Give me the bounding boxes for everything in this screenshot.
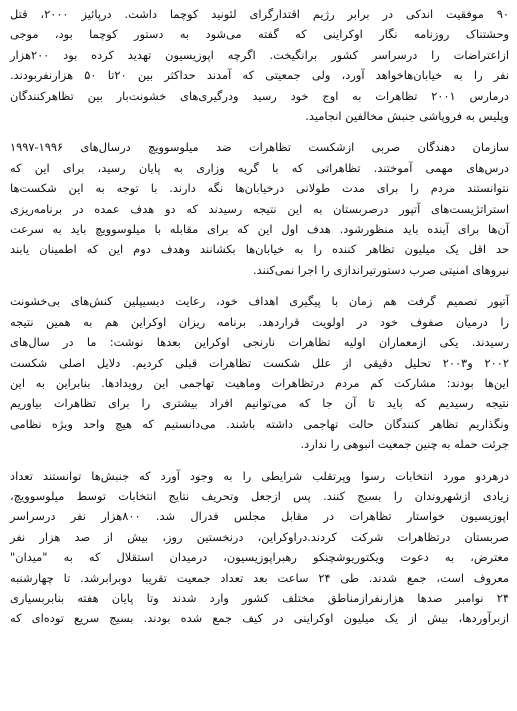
text-line: ازبرآوردها، بیش از یک میلیون اوکراینی در کیف جمع شده بودند. بسیج سریع توده‌ای که (10, 611, 509, 626)
paragraph-election-mobilization (10, 466, 509, 629)
text-line: ونگذاریم تظاهر کنندگان حالت تهاجمی داشته باشند. می‌دانستیم که هیچ واحد ویژه نظامی (10, 416, 509, 431)
text-line: آتپور تصمیم گرفت هم زمان با پیگیری اهداف خود، رعایت دیسیپلین کنش‌های بی‌خشونت (10, 294, 509, 309)
text-line: سازمان دهندگان صربی ازشکست تظاهرات ضد میلوسوویچ درسال‌های ۱۹۹۶-۱۹۹۷ (10, 140, 509, 155)
text-line: را درمیان صفوف خود در اولویت قراردهد. برنامه ریزان اوکراین هم به همین نتیجه (10, 314, 509, 329)
text-line: وپلیس به فروپاشی جنبش مخالفین انجامید. (305, 109, 509, 124)
text-line: ۲۴ نوامبر صدها هزارنفرازمناطق مختلف کشور وارد شدند وتا پایان هفته بنابربسیاری (10, 590, 509, 605)
text-line: ۲۰۰۲ و۲۰۰۳ تحلیل دقیقی از علل شکست تظاهرات قبلی کردیم. دلایل اصلی شکست (10, 355, 509, 370)
text-line: معروف است، جمع شدند. طی ۲۴ ساعت بعد تعداد جمعیت تقریبا دوبرابرشد. تا چهارشنبه (10, 570, 509, 585)
text-line: استراتژیست‌های آتپور درصربستان به این نتیجه رسیدند که دو هدف عمده در برنامه‌ریزی (10, 201, 509, 216)
text-line: معترض، به دعوت ویکتوریوشچنکو رهبراپوزیسیون، درمیدان استقلال که به "میدان" (10, 550, 509, 565)
text-line: رسیدند. یکی ازمعماران اولیه تظاهرات نارنجی اوکراین بعدها نوشت: ما در سال‌های (10, 335, 509, 350)
paragraph-otpor-discipline (10, 291, 509, 454)
text-line: نتوانستند مردم را برای مدت طولانی درخیابان‌ها نگه دارند. با توجه به این شکست‌ها (10, 181, 509, 196)
text-line: وحشتناک روزنامه نگار اوکراینی که گفته می‌شود به دستور کوچما بود، موجی (10, 27, 509, 42)
text-line: این‌ها بودند: مشارکت کم مردم درتظاهرات وماهیت تهاجمی این رویدادها. بنابراین به این (10, 375, 509, 390)
text-line: حد اقل یک میلیون تظاهر کننده را به خیابان‌ها بکشانند وهدف دوم این که اطمینان یابند (10, 242, 509, 257)
text-line: صربستان درتظاهرات شرکت کردند.دراوکراین، درنخستین روز، بیش از صد هزار نفر (10, 529, 509, 544)
text-line: ۹۰ موفقیت اندکی در برابر رژیم اقتدارگرای لئونید کوچما داشت. درپائیز ۲۰۰۰، قتل (10, 7, 509, 21)
paragraph-kuchma-protests (10, 4, 509, 126)
text-line: درهردو مورد انتخابات رسوا وپرتقلب شرایطی را به وجود آورد که جنبش‌ها توانستند تعداد (10, 468, 509, 483)
text-line: درس‌های مهمی آموختند. تظاهراتی که با گریه وزاری به پایان رسید، برای این که (10, 160, 509, 175)
text-line: نیروهای امنیتی صرب دستورتیراندازی را اجرا نمی‌کنند. (253, 262, 509, 277)
text-line: زیادی ازشهروندان را بسیج کنند. پس ازجعل وتحریف نتایج انتخابات توسط میلوسوویچ، (10, 488, 509, 503)
text-line: آن‌ها برای آینده باید منظورشود. هدف اول این که برای مقابله با میلوسوویچ باید به سرعت (10, 222, 509, 237)
text-line: اپوزیسیون خواستار تظاهرات در مقابل مجلس فدرال شد. ۸۰۰هزار نفر درسراسر (10, 509, 509, 524)
text-line: ازاعتراضات را درسراسر کشور برانگیخت. اگرچه اپوزیسیون تهدید کرده بود ۲۰۰هزار (10, 47, 509, 62)
text-line: درمارس ۲۰۰۱ تظاهرات به اوج خود رسید ودرگیری‌های خشونت‌بار بین تظاهرکنندگان (10, 88, 509, 103)
text-line: نفر را به خیابان‌هاخواهد آورد، ولی جمعیتی که آمدند حداکثر بین ۲۰تا ۵۰ هزارنفربودند. (10, 68, 509, 83)
paragraph-serbian-lessons (10, 137, 509, 280)
text-line: نتیجه رسیدیم که باید تا آن جا که می‌توانیم افراد بیشتری را برای تظاهرات بیاوریم (10, 396, 509, 411)
text-line: جرئت حمله به چنین جمعیت انبوهی را ندارد. (300, 437, 509, 452)
